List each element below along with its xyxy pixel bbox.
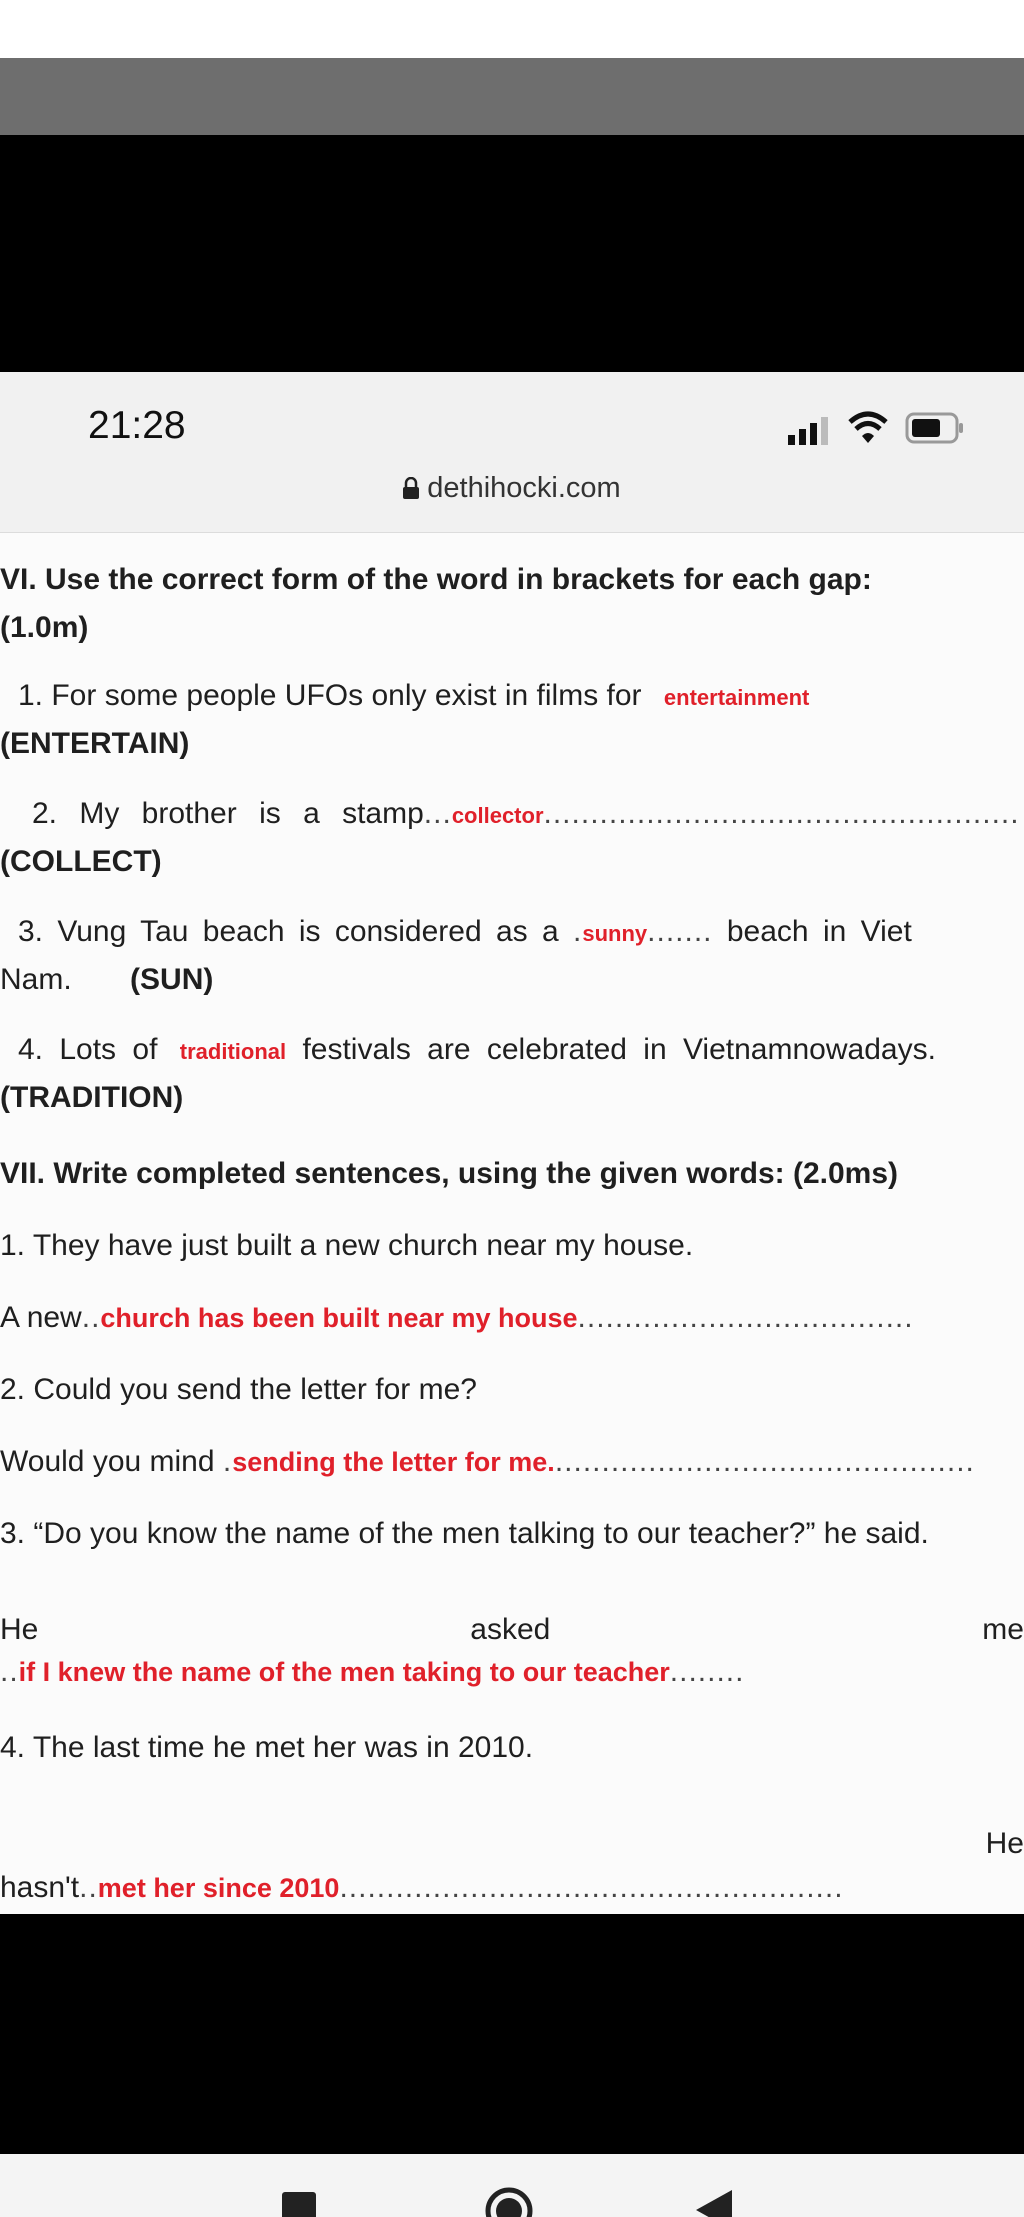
home-icon[interactable] [484, 2186, 534, 2217]
answer-6-4: traditional [179, 1039, 287, 1064]
prompt-7-2: 2. Could you send the letter for me? [0, 1373, 477, 1406]
answer-7-3: if I knew the name of the men taking to our teacher [18, 1657, 670, 1687]
answer-6-1: entertainment [663, 685, 810, 710]
clock: 21:28 [88, 404, 186, 447]
keyword-6-1: (ENTERTAIN) [0, 727, 190, 760]
question-6-3: 3. Vung Tau beach is considered as a .sunny....... beach in Viet [18, 915, 912, 948]
phone-screenshot [0, 372, 1024, 1914]
answer-6-2: collector [451, 803, 544, 828]
answer-line-7-2: Would you mind .sending the letter for me.............................................. [0, 1445, 975, 1478]
battery-icon [905, 412, 965, 444]
recents-icon[interactable] [282, 2192, 316, 2217]
prompt-7-1: 1. They have just built a new church near my house. [0, 1229, 694, 1262]
prompt-7-3: 3. “Do you know the name of the men talking to our teacher?” he said. [0, 1517, 929, 1550]
question-6-3-line2: Nam. (SUN) [0, 963, 214, 996]
lock-icon [403, 477, 419, 499]
section6-heading: VI. Use the correct form of the word in brackets for each gap: [0, 563, 872, 596]
question-6-1: 1. For some people UFOs only exist in films for entertainment [18, 679, 810, 712]
url-text: dethihocki.com [427, 472, 621, 504]
prompt-7-4: 4. The last time he met her was in 2010. [0, 1731, 534, 1764]
answer-line-7-4b: hasn't..met her since 2010...................................................... [0, 1871, 844, 1904]
black-band-bottom [0, 1914, 1024, 2154]
signal-icon [786, 415, 836, 445]
keyword-6-4: (TRADITION) [0, 1081, 184, 1114]
answer-7-2: sending the letter for me. [232, 1447, 555, 1477]
answer-line-7-1: A new..church has been built near my house.................................... [0, 1301, 914, 1334]
question-6-2: 2. My brother is a stamp...collector................................................... [32, 797, 1020, 830]
black-band-top [0, 135, 1024, 372]
status-bar [0, 372, 1024, 533]
android-nav-bar [0, 2154, 1024, 2217]
question-6-4: 4. Lots of traditional festivals are celebrated in Vietnamnowadays. [18, 1033, 936, 1066]
answer-7-4: met her since 2010 [97, 1873, 340, 1903]
answer-line-7-3b: ..if I knew the name of the men taking to our teacher........ [0, 1655, 745, 1688]
keyword-6-3: (SUN) [130, 963, 214, 996]
section6-points: (1.0m) [0, 611, 89, 644]
address-bar[interactable] [0, 472, 1024, 505]
answer-7-1: church has been built near my house [100, 1303, 578, 1333]
grey-bar [0, 58, 1024, 135]
answer-line-7-3a: He asked me [0, 1613, 1024, 1646]
answer-6-3: sunny [582, 921, 648, 946]
keyword-6-2: (COLLECT) [0, 845, 162, 878]
answer-line-7-4a: He [985, 1827, 1024, 1860]
back-icon[interactable] [692, 2188, 736, 2217]
wifi-icon [848, 410, 888, 446]
top-margin [0, 0, 1024, 58]
section7-heading: VII. Write completed sentences, using the given words: (2.0ms) [0, 1157, 898, 1190]
